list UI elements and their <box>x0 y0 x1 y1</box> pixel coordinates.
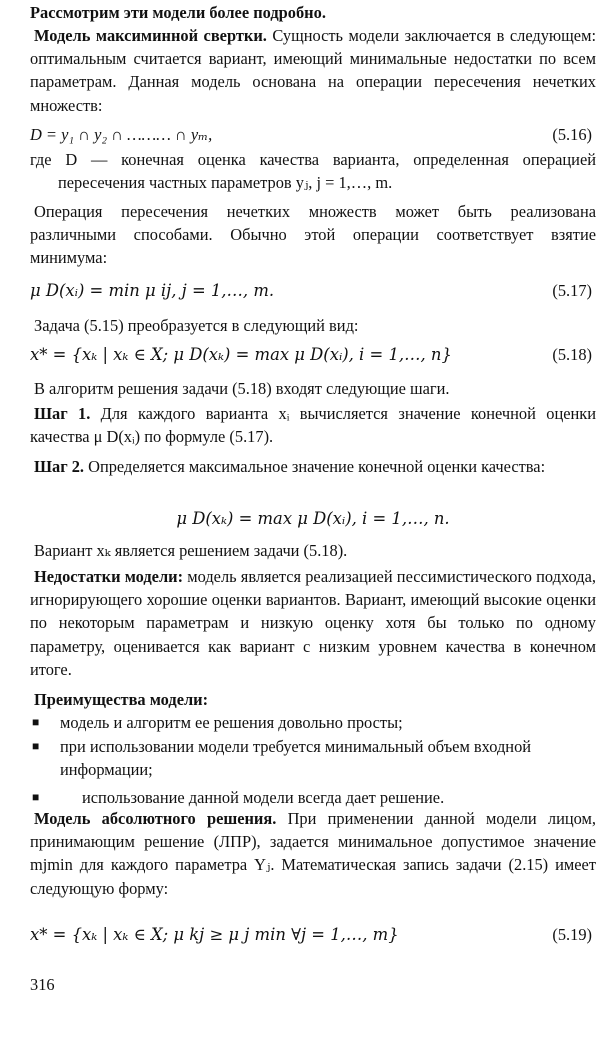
equation-number: (5.18) <box>552 345 592 364</box>
paragraph-advantages: Преимущества модели: <box>34 690 209 709</box>
paragraph-step-2: Шаг 2. Определяется максимальное значение конечной оценки качества: <box>34 457 546 476</box>
bullet-icon: ■ <box>32 789 40 804</box>
paragraph-absolute-model: Модель абсолютного решения. При применении данной модели лицом, принимающим решение (ЛПР), задается минимальное допустимое значение mjmin для каждого параметра Yⱼ. Математическая запись задачи (2.15) имеет следующую форму: <box>30 809 597 898</box>
paragraph-intro: Рассмотрим эти модели более подробно. <box>30 3 326 22</box>
formula-5-16: D = y₁ ∩ y₂ ∩ ……… ∩ yₘ, (5.16) <box>30 125 592 144</box>
advantages-list <box>30 711 596 809</box>
paragraph-algorithm: В алгоритм решения задачи (5.18) входят следующие шаги. <box>34 379 450 398</box>
list-item: ■ при использовании модели требуется минимальный объем входной информации; <box>32 737 532 780</box>
list-item: ■ модель и алгоритм ее решения довольно просты; <box>30 711 596 734</box>
paragraph-drawbacks: Недостатки модели: модель является реализацией пессимистического подхода, игнорирующего хорошие оценки вариантов. Вариант, имеющий высокие оценки по некоторым параметрам и низкую оценку хотя бы только по одному параметру, оценивается как вариант с низким уровнем качества в конечном итоге. <box>30 567 596 679</box>
term-maximin: Модель максиминной свертки. <box>34 26 267 45</box>
step-2-label: Шаг 2. <box>34 457 85 476</box>
paragraph-solution: Вариант xₖ является решением задачи (5.18). <box>34 541 348 560</box>
paragraph-maximin-model: Модель максиминной свертки. Сущность модели заключается в следующем: оптимальным считается вариант, имеющий минимальные недостатки по всем параметрам. Данная модель основана на операции пересечения нечетких множеств: <box>30 26 597 115</box>
equation-number: (5.16) <box>552 125 592 144</box>
page-number: 316 <box>30 975 55 994</box>
formula-5-19: x* = {xₖ | xₖ ∈ X; μ kj ≥ μ j min ∀j = 1,…, m} (5.19) <box>30 925 592 944</box>
paragraph-where-d: где D — конечная оценка качества варианта, определенная операцией пересечения частных параметров yⱼ, j = 1,…, m. <box>30 150 596 193</box>
paragraph-task-transform: Задача (5.15) преобразуется в следующий вид: <box>34 316 359 335</box>
term-drawbacks: Недостатки модели: <box>34 567 184 586</box>
list-item: ■ использование данной модели всегда дает решение. <box>30 786 596 809</box>
bullet-icon: ■ <box>32 739 40 754</box>
formula-5-18: x* = {xₖ | xₖ ∈ X; μ D(xₖ) = max μ D(xᵢ), i = 1,…, n} (5.18) <box>30 345 592 364</box>
formula-5-17: μ D(xᵢ) = min μ ij, j = 1,…, m. (5.17) <box>30 281 592 300</box>
equation-number: (5.19) <box>552 925 592 944</box>
equation-number: (5.17) <box>552 281 592 300</box>
formula-step-2: μ D(xₖ) = max μ D(xᵢ), i = 1,…, n. <box>176 509 450 528</box>
term-absolute: Модель абсолютного решения. <box>34 809 277 828</box>
paragraph-step-1: Шаг 1. Для каждого варианта xᵢ вычисляется значение конечной оценки качества μ D(xᵢ) по формуле (5.17). <box>30 404 596 447</box>
step-1-label: Шаг 1. <box>34 404 91 423</box>
bullet-icon: ■ <box>32 715 40 729</box>
paragraph-intersection: Операция пересечения нечетких множеств может быть реализована различными способами. Обычно этой операции соответствует взятие минимума: <box>30 202 596 268</box>
